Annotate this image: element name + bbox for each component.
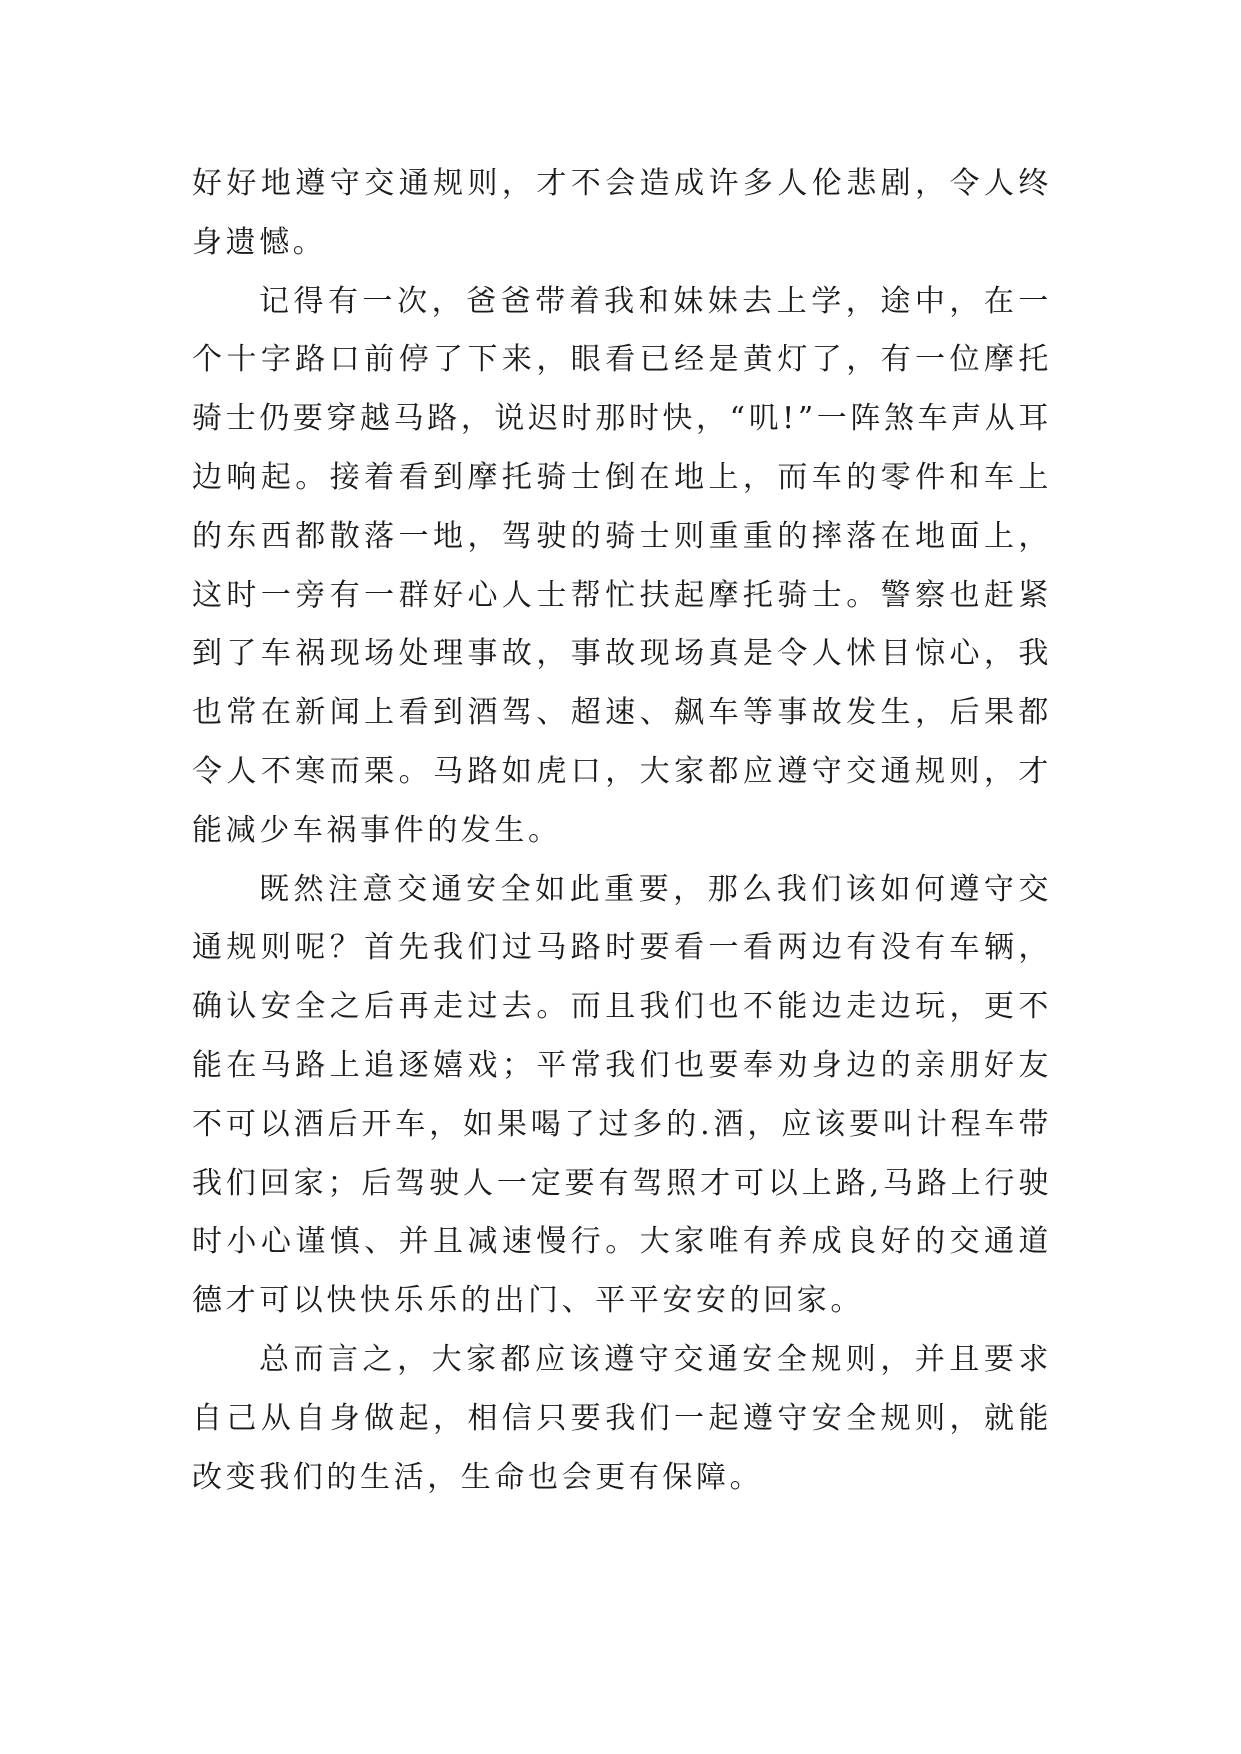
paragraph-1: 好好地遵守交通规则，才不会造成许多人伦悲剧，令人终身遗憾。 — [192, 166, 1052, 260]
document-body — [192, 155, 1052, 1507]
paragraph-3: 既然注意交通安全如此重要，那么我们该如何遵守交通规则呢？首先我们过马路时要看一看两边有没有车辆，确认安全之后再走过去。而且我们也不能边走边玩，更不能在马路上追逐嬉戏；平常我们也要奉劝身边的亲朋好友不可以酒后开车，如果喝了过多的.酒，应该要叫计程车带我们回家；后驾驶人一定要有驾照才可以上路,马路上行驶时小心谨慎、并且减速慢行。大家唯有养成良好的交通道德才可以快快乐乐的出门、平平安安的回家。 — [192, 871, 1052, 1319]
paragraph-2: 记得有一次，爸爸带着我和妹妹去上学，途中，在一个十字路口前停了下来，眼看已经是黄灯了，有一位摩托骑士仍要穿越马路，说迟时那时快，“叽!”一阵煞车声从耳边响起。接着看到摩托骑士倒在地上，而车的零件和车上的东西都散落一地，驾驶的骑士则重重的摔落在地面上，这时一旁有一群好心人士帮忙扶起摩托骑士。警察也赶紧到了车祸现场处理事故，事故现场真是令人怵目惊心，我也常在新闻上看到酒驾、超速、飙车等事故发生，后果都令人不寒而栗。马路如虎口，大家都应遵守交通规则，才能减少车祸事件的发生。 — [192, 283, 1052, 848]
paragraph-4: 总而言之，大家都应该遵守交通安全规则，并且要求自己从自身做起，相信只要我们一起遵守安全规则，就能改变我们的生活，生命也会更有保障。 — [192, 1341, 1052, 1495]
